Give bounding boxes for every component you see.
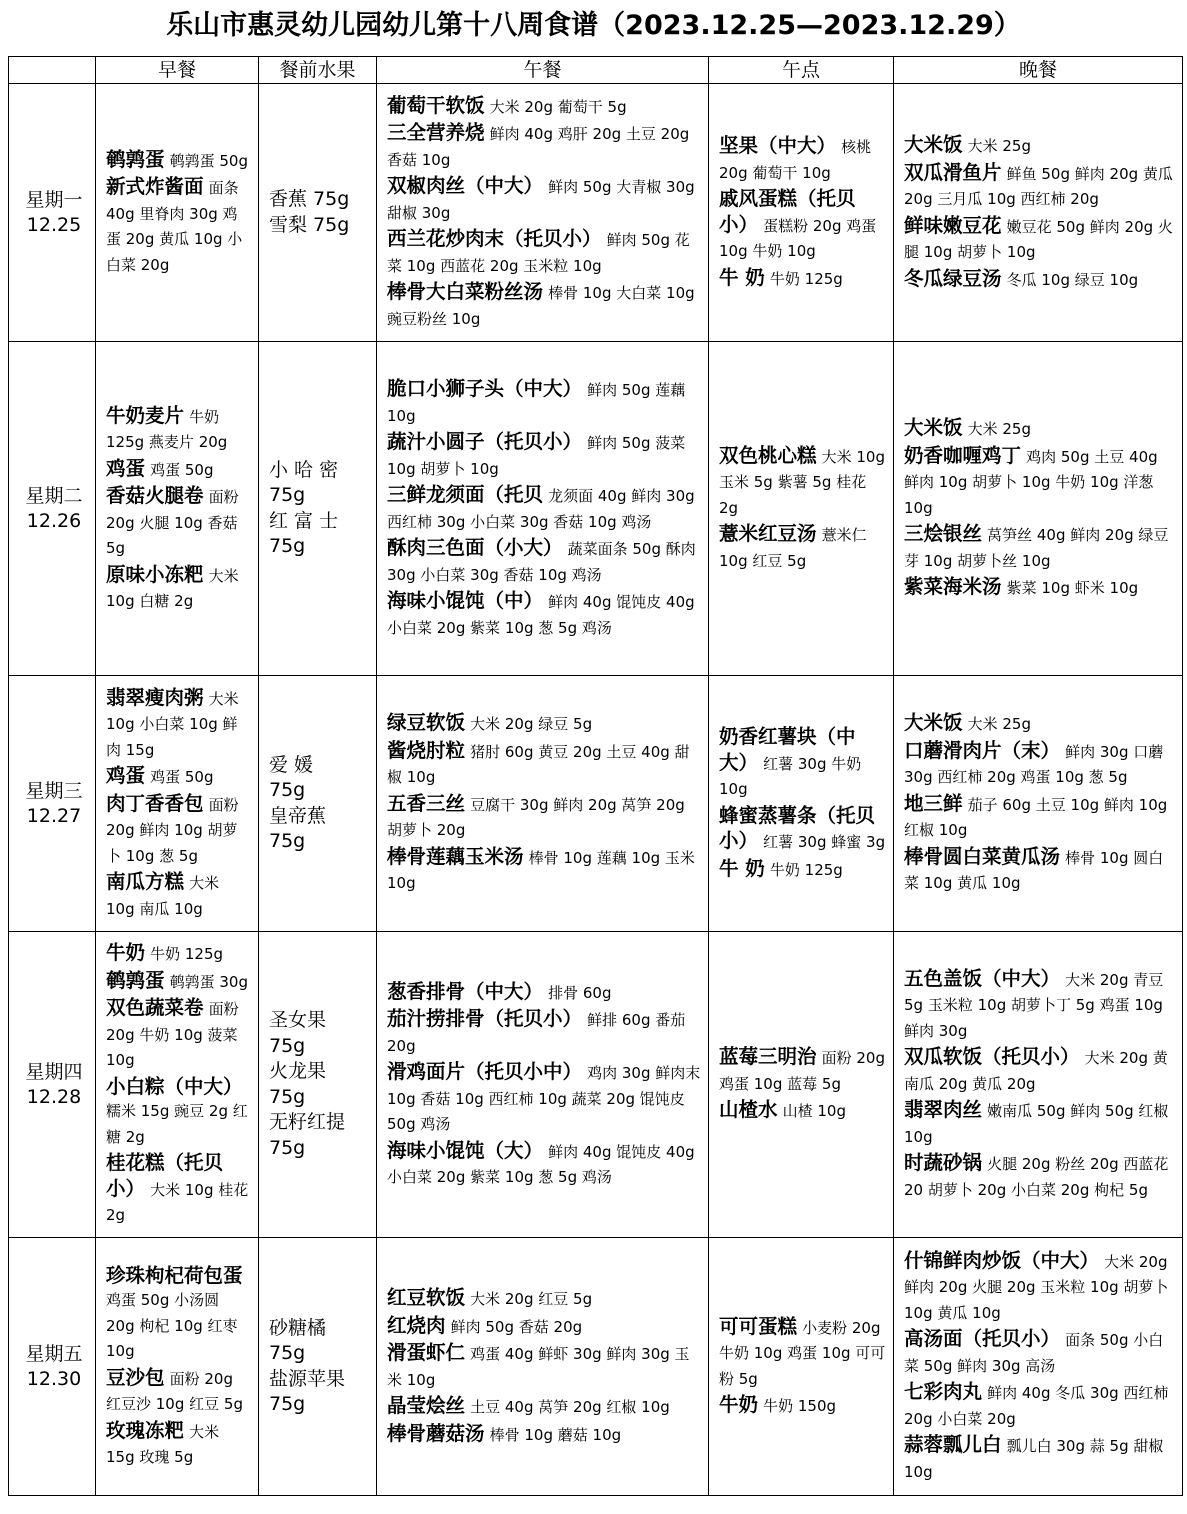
snack-dish: 蓝莓三明治 bbox=[719, 1045, 817, 1069]
breakfast-item bbox=[106, 763, 252, 791]
snack-item bbox=[719, 724, 887, 803]
weekly-menu-table bbox=[8, 56, 1183, 1496]
lunch-ingredients: 龙须面 40g 鲜肉 30g 西红柿 30g 小白菜 30g 香菇 10g 鸡汤 bbox=[387, 487, 695, 531]
lunch-dish: 酥肉三色面（小大） bbox=[387, 536, 563, 559]
lunch-dish: 酱烧肘粒 bbox=[387, 738, 466, 762]
dinner-ingredients: 鲜肉 30g 口蘑 30g 西红柿 20g 鸡蛋 10g 葱 5g bbox=[904, 742, 1164, 787]
lunch-cell bbox=[377, 932, 709, 1238]
snack-item bbox=[719, 1044, 887, 1097]
lunch-dish: 五香三丝 bbox=[387, 791, 466, 815]
header-dinner: 晚餐 bbox=[894, 57, 1183, 84]
dinner-ingredients: 鲜肉 40g 冬瓜 30g 西红柿 20g 小白菜 20g bbox=[904, 1384, 1169, 1428]
breakfast-ingredients: 面粉 20g 火腿 10g 香菇 5g bbox=[106, 488, 239, 557]
fruit-item: 圣女果 bbox=[269, 1009, 327, 1031]
day-row bbox=[9, 1238, 1183, 1496]
dinner-item bbox=[904, 1432, 1176, 1485]
snack-item bbox=[719, 133, 887, 186]
snack-ingredients: 牛奶 125g bbox=[769, 269, 843, 288]
breakfast-item bbox=[106, 1263, 252, 1365]
dinner-dish: 口蘑滑肉片（末） bbox=[904, 738, 1061, 762]
lunch-ingredients: 鲜排 60g 番茄 20g bbox=[387, 1011, 686, 1055]
dinner-ingredients: 面条 50g 小白菜 50g 鲜肉 30g 高汤 bbox=[904, 1331, 1164, 1375]
lunch-item bbox=[387, 535, 702, 588]
lunch-dish: 红烧肉 bbox=[387, 1313, 446, 1337]
snack-cell bbox=[709, 84, 894, 342]
dinner-dish: 棒骨圆白菜黄瓜汤 bbox=[904, 844, 1061, 868]
dinner-ingredients: 嫩豆花 50g 鲜肉 20g 火腿 10g 胡萝卜 10g bbox=[904, 217, 1173, 261]
breakfast-ingredients: 面粉 20g 牛奶 10g 菠菜 10g bbox=[106, 1000, 239, 1070]
fruit-cell bbox=[259, 1238, 377, 1496]
lunch-item bbox=[387, 738, 702, 791]
breakfast-cell bbox=[96, 676, 259, 932]
dinner-dish: 冬瓜绿豆汤 bbox=[904, 266, 1002, 290]
dinner-ingredients: 紫菜 10g 虾米 10g bbox=[1006, 579, 1139, 598]
snack-item bbox=[719, 521, 887, 574]
breakfast-dish: 鹌鹑蛋 bbox=[106, 147, 165, 171]
fruit-item: 75g bbox=[269, 535, 306, 557]
lunch-dish: 棒骨莲藕玉米汤 bbox=[387, 844, 524, 868]
breakfast-dish: 鸡蛋 bbox=[106, 456, 146, 480]
lunch-item bbox=[387, 376, 702, 429]
breakfast-dish: 新式炸酱面 bbox=[106, 175, 204, 199]
day-cell bbox=[9, 84, 96, 342]
dinner-item bbox=[904, 738, 1176, 791]
lunch-item bbox=[387, 226, 702, 279]
lunch-ingredients: 鲜肉 40g 馄饨皮 40g 小白菜 20g 紫菜 10g 葱 5g 鸡汤 bbox=[387, 593, 695, 637]
breakfast-ingredients: 鹌鹑蛋 30g bbox=[169, 972, 248, 991]
lunch-dish: 三全营养烧 bbox=[387, 121, 485, 145]
snack-dish: 双色桃心糕 bbox=[719, 443, 817, 467]
lunch-item bbox=[387, 710, 702, 738]
breakfast-ingredients: 大米 10g 白糖 2g bbox=[106, 566, 239, 610]
breakfast-item bbox=[106, 685, 252, 764]
fruit-item: 爱 媛 bbox=[269, 753, 314, 776]
dinner-item bbox=[904, 1044, 1176, 1097]
day-cell bbox=[9, 342, 96, 676]
lunch-ingredients: 鲜肉 50g 香菇 20g bbox=[450, 1317, 583, 1336]
breakfast-ingredients: 面粉 20g 鲜肉 10g 胡萝卜 10g 葱 5g bbox=[106, 795, 239, 865]
fruit-cell bbox=[259, 342, 377, 676]
dinner-ingredients: 瓢儿白 30g 蒜 5g 甜椒 10g bbox=[904, 1437, 1164, 1481]
fruit-item: 火龙果 bbox=[269, 1060, 327, 1082]
lunch-item bbox=[387, 482, 702, 535]
dinner-ingredients: 大米 20g 黄南瓜 20g 黄瓜 20g bbox=[904, 1049, 1168, 1093]
breakfast-ingredients: 大米 15g 玫瑰 5g bbox=[106, 1422, 220, 1466]
snack-dish: 牛 奶 bbox=[719, 856, 765, 880]
dinner-dish: 高汤面（托贝小） bbox=[904, 1327, 1061, 1351]
breakfast-item bbox=[106, 174, 252, 278]
lunch-ingredients: 棒骨 10g 大白菜 10g 豌豆粉丝 10g bbox=[387, 284, 695, 328]
fruit-item: 砂糖橘 bbox=[269, 1316, 327, 1339]
header-breakfast: 早餐 bbox=[96, 57, 259, 84]
breakfast-dish: 南瓜方糕 bbox=[106, 870, 185, 894]
snack-dish: 可可蛋糕 bbox=[719, 1314, 798, 1338]
dinner-dish: 大米饭 bbox=[904, 416, 963, 440]
snack-ingredients: 牛奶 150g bbox=[763, 1397, 837, 1415]
lunch-dish: 滑蛋虾仁 bbox=[387, 1341, 466, 1364]
dinner-cell bbox=[894, 932, 1183, 1238]
day-name: 星期五 bbox=[25, 1342, 83, 1365]
breakfast-dish: 珍珠枸杞荷包蛋 bbox=[106, 1263, 243, 1287]
breakfast-dish: 鸡蛋 bbox=[106, 764, 146, 788]
lunch-item bbox=[387, 844, 702, 897]
dinner-item bbox=[904, 160, 1176, 213]
fruit-cell bbox=[259, 932, 377, 1238]
fruit-item: 小 哈 密 bbox=[269, 458, 339, 481]
dinner-item bbox=[904, 443, 1176, 522]
breakfast-ingredients: 牛奶 125g bbox=[150, 945, 224, 964]
day-date: 12.30 bbox=[26, 1367, 82, 1390]
dinner-dish: 什锦鲜肉炒饭（中大） bbox=[904, 1248, 1100, 1272]
breakfast-dish: 原味小冻粑 bbox=[106, 562, 204, 586]
lunch-item bbox=[387, 1313, 702, 1341]
dinner-ingredients: 茄子 60g 土豆 10g 鲜肉 10g 红椒 10g bbox=[904, 795, 1168, 840]
lunch-ingredients: 鲜肉 50g 大青椒 30g 甜椒 30g bbox=[387, 178, 695, 222]
breakfast-dish: 鹌鹑蛋 bbox=[106, 968, 165, 992]
breakfast-dish: 桂花糕（托贝小） bbox=[106, 1151, 224, 1200]
snack-ingredients: 小麦粉 20g 牛奶 10g 鸡蛋 10g 可可粉 5g bbox=[719, 1318, 886, 1388]
breakfast-dish: 小白粽（中大） bbox=[106, 1074, 243, 1098]
breakfast-ingredients: 鹌鹑蛋 50g bbox=[169, 151, 248, 170]
dinner-ingredients: 棒骨 10g 圆白菜 10g 黄瓜 10g bbox=[904, 848, 1164, 893]
lunch-ingredients: 棒骨 10g 蘑菇 10g bbox=[489, 1425, 622, 1444]
fruit-item: 盐源苹果 bbox=[269, 1367, 346, 1390]
snack-dish: 蜂蜜蒸薯条（托贝小） bbox=[719, 803, 876, 852]
lunch-dish: 双椒肉丝（中大） bbox=[387, 174, 544, 198]
lunch-dish: 滑鸡面片（托贝小中） bbox=[387, 1060, 583, 1083]
header-row bbox=[9, 57, 1183, 84]
day-cell bbox=[9, 932, 96, 1238]
breakfast-cell bbox=[96, 342, 259, 676]
dinner-ingredients: 鸡肉 50g 土豆 40g 鲜肉 10g 胡萝卜 10g 牛奶 10g 洋葱 10g bbox=[904, 447, 1158, 517]
snack-item bbox=[719, 1314, 887, 1393]
lunch-ingredients: 鲜肉 50g 花菜 10g 西蓝花 20g 玉米粒 10g bbox=[387, 231, 690, 275]
lunch-dish: 茄汁捞排骨（托贝小） bbox=[387, 1007, 583, 1030]
breakfast-item bbox=[106, 403, 252, 456]
lunch-dish: 晶莹烩丝 bbox=[387, 1394, 466, 1417]
lunch-item bbox=[387, 1138, 702, 1191]
day-row bbox=[9, 676, 1183, 932]
snack-dish: 薏米红豆汤 bbox=[719, 522, 817, 546]
lunch-ingredients: 大米 20g 绿豆 5g bbox=[470, 715, 593, 734]
snack-ingredients: 牛奶 125g bbox=[769, 860, 843, 879]
breakfast-dish: 香菇火腿卷 bbox=[106, 484, 204, 507]
breakfast-ingredients: 糯米 15g 豌豆 2g 红糖 2g bbox=[106, 1102, 248, 1146]
breakfast-item bbox=[106, 1365, 252, 1418]
snack-ingredients: 面粉 20g 鸡蛋 10g 蓝莓 5g bbox=[719, 1049, 885, 1093]
lunch-dish: 西兰花炒肉末（托贝小） bbox=[387, 227, 602, 251]
breakfast-cell bbox=[96, 1238, 259, 1496]
snack-cell bbox=[709, 1238, 894, 1496]
day-row bbox=[9, 84, 1183, 342]
lunch-ingredients: 豆腐干 30g 鲜肉 20g 莴笋 20g 胡萝卜 20g bbox=[387, 795, 685, 840]
dinner-dish: 大米饭 bbox=[904, 711, 963, 735]
dinner-item bbox=[904, 1097, 1176, 1150]
fruit-item: 红 富 士 bbox=[269, 509, 339, 532]
snack-dish: 牛 奶 bbox=[719, 265, 765, 289]
lunch-dish: 脆口小狮子头（中大） bbox=[387, 377, 583, 400]
snack-item bbox=[719, 803, 887, 856]
header-snack: 午点 bbox=[709, 57, 894, 84]
lunch-ingredients: 棒骨 10g 莲藕 10g 玉米 10g bbox=[387, 848, 695, 893]
fruit-cell bbox=[259, 676, 377, 932]
snack-item bbox=[719, 186, 887, 265]
day-date: 12.26 bbox=[26, 509, 82, 532]
breakfast-dish: 牛奶 bbox=[106, 941, 146, 965]
lunch-item bbox=[387, 1393, 702, 1421]
dinner-ingredients: 鲜鱼 50g 鲜肉 20g 黄瓜 20g 三月瓜 10g 西红柿 20g bbox=[904, 164, 1173, 208]
breakfast-item bbox=[106, 869, 252, 922]
lunch-item bbox=[387, 93, 702, 121]
snack-ingredients: 红薯 30g 牛奶 10g bbox=[719, 754, 862, 798]
dinner-item bbox=[904, 710, 1176, 738]
snack-ingredients: 蛋糕粉 20g 鸡蛋 10g 牛奶 10g bbox=[719, 216, 877, 260]
fruit-item: 75g bbox=[269, 830, 306, 852]
lunch-ingredients: 鲜肉 40g 馄饨皮 40g 小白菜 20g 紫菜 10g 葱 5g 鸡汤 bbox=[387, 1142, 695, 1186]
lunch-item bbox=[387, 791, 702, 844]
dinner-ingredients: 大米 25g bbox=[967, 137, 1031, 155]
lunch-dish: 红豆软饭 bbox=[387, 1286, 466, 1309]
lunch-dish: 葱香排骨（中大） bbox=[387, 979, 544, 1003]
lunch-cell bbox=[377, 1238, 709, 1496]
fruit-cell bbox=[259, 84, 377, 342]
lunch-ingredients: 鸡肉 30g 鲜肉末 10g 香菇 10g 西红柿 10g 蔬菜 20g 馄饨皮 50g 鸡汤 bbox=[387, 1064, 701, 1133]
lunch-dish: 绿豆软饭 bbox=[387, 711, 466, 735]
header-lunch: 午餐 bbox=[377, 57, 709, 84]
lunch-item bbox=[387, 120, 702, 173]
dinner-dish: 三烩银丝 bbox=[904, 522, 983, 546]
lunch-ingredients: 鲜肉 50g 莲藕 10g bbox=[387, 381, 686, 425]
snack-item bbox=[719, 1097, 887, 1125]
snack-cell bbox=[709, 676, 894, 932]
snack-dish: 戚风蛋糕（托贝小） bbox=[719, 187, 856, 236]
snack-item bbox=[719, 443, 887, 522]
lunch-item bbox=[387, 1285, 702, 1313]
lunch-ingredients: 鲜肉 50g 菠菜 10g 胡萝卜 10g bbox=[387, 434, 686, 478]
breakfast-dish: 牛奶麦片 bbox=[106, 403, 185, 427]
lunch-ingredients: 土豆 40g 莴笋 20g 红椒 10g bbox=[470, 1398, 670, 1416]
dinner-item bbox=[904, 1326, 1176, 1379]
fruit-item: 皇帝蕉 bbox=[269, 804, 327, 827]
lunch-cell bbox=[377, 342, 709, 676]
dinner-item bbox=[904, 574, 1176, 602]
day-name: 星期三 bbox=[25, 779, 83, 802]
dinner-dish: 蒜蓉瓢儿白 bbox=[904, 1433, 1002, 1457]
day-date: 12.28 bbox=[26, 1085, 82, 1108]
lunch-cell bbox=[377, 676, 709, 932]
breakfast-ingredients: 大米 10g 南瓜 10g bbox=[106, 874, 220, 918]
breakfast-item bbox=[106, 456, 252, 484]
dinner-cell bbox=[894, 342, 1183, 676]
breakfast-item bbox=[106, 562, 252, 615]
breakfast-cell bbox=[96, 932, 259, 1238]
breakfast-item bbox=[106, 1418, 252, 1471]
breakfast-item bbox=[106, 1074, 252, 1151]
fruit-item: 75g bbox=[269, 1034, 306, 1057]
lunch-dish: 棒骨蘑菇汤 bbox=[387, 1421, 485, 1445]
breakfast-item bbox=[106, 968, 252, 996]
breakfast-ingredients: 面粉 20g 红豆沙 10g 红豆 5g bbox=[106, 1369, 243, 1413]
day-date: 12.27 bbox=[26, 804, 82, 827]
lunch-item bbox=[387, 279, 702, 332]
lunch-item bbox=[387, 429, 702, 482]
lunch-item bbox=[387, 1006, 702, 1059]
lunch-ingredients: 鲜肉 40g 鸡肝 20g 土豆 20g 香菇 10g bbox=[387, 125, 690, 169]
lunch-item bbox=[387, 979, 702, 1007]
dinner-dish: 五色盖饭（中大） bbox=[904, 966, 1061, 990]
day-cell bbox=[9, 1238, 96, 1496]
lunch-dish: 蔬汁小圆子（托贝小） bbox=[387, 430, 583, 453]
snack-ingredients: 山楂 10g bbox=[782, 1102, 846, 1121]
dinner-ingredients: 大米 20g 青豆 5g 玉米粒 10g 胡萝卜丁 5g 鸡蛋 10g 鲜肉 30g bbox=[904, 970, 1164, 1040]
dinner-item bbox=[904, 966, 1176, 1045]
day-row bbox=[9, 932, 1183, 1238]
dinner-item bbox=[904, 521, 1176, 574]
fruit-item: 无籽红提 bbox=[269, 1111, 346, 1133]
dinner-item bbox=[904, 1248, 1176, 1327]
breakfast-cell bbox=[96, 84, 259, 342]
lunch-dish: 海味小馄饨（大） bbox=[387, 1138, 544, 1162]
snack-ingredients: 薏米仁 10g 红豆 5g bbox=[719, 526, 867, 570]
dinner-dish: 双瓜滑鱼片 bbox=[904, 160, 1002, 184]
header-fruit: 餐前水果 bbox=[259, 57, 377, 84]
breakfast-ingredients: 面条 40g 里脊肉 30g 鸡蛋 20g 黄瓜 10g 小白菜 20g bbox=[106, 179, 243, 274]
dinner-ingredients: 火腿 20g 粉丝 20g 西蓝花 20 胡萝卜 20g 小白菜 20g 枸杞 5g bbox=[904, 1155, 1169, 1199]
breakfast-dish: 翡翠瘦肉粥 bbox=[106, 685, 204, 709]
lunch-cell bbox=[377, 84, 709, 342]
day-name: 星期四 bbox=[25, 1060, 83, 1083]
dinner-dish: 鲜味嫩豆花 bbox=[904, 213, 1002, 237]
day-name: 星期一 bbox=[25, 188, 83, 211]
breakfast-item bbox=[106, 791, 252, 870]
breakfast-dish: 肉丁香香包 bbox=[106, 791, 204, 815]
lunch-item bbox=[387, 173, 702, 226]
lunch-item bbox=[387, 1340, 702, 1393]
breakfast-item bbox=[106, 483, 252, 562]
fruit-item: 75g bbox=[269, 1136, 306, 1159]
dinner-item bbox=[904, 213, 1176, 266]
fruit-item: 雪梨 75g bbox=[269, 213, 350, 236]
breakfast-item bbox=[106, 1150, 252, 1229]
breakfast-item bbox=[106, 147, 252, 175]
lunch-ingredients: 鸡蛋 40g 鲜虾 30g 鲜肉 30g 玉米 10g bbox=[387, 1345, 690, 1389]
dinner-cell bbox=[894, 84, 1183, 342]
dinner-dish: 双瓜软饭（托贝小） bbox=[904, 1045, 1080, 1069]
breakfast-item bbox=[106, 995, 252, 1074]
snack-ingredients: 核桃 20g 葡萄干 10g bbox=[719, 138, 872, 182]
day-row bbox=[9, 342, 1183, 676]
menu-body bbox=[9, 84, 1183, 1496]
dinner-item bbox=[904, 415, 1176, 443]
breakfast-dish: 双色蔬菜卷 bbox=[106, 996, 204, 1020]
lunch-ingredients: 蔬菜面条 50g 酥肉 30g 小白菜 30g 香菇 10g 鸡汤 bbox=[387, 540, 696, 584]
snack-ingredients: 大米 10g 玉米 5g 紫薯 5g 桂花 2g bbox=[719, 447, 885, 517]
snack-item bbox=[719, 265, 887, 293]
dinner-ingredients: 嫩南瓜 50g 鲜肉 50g 红椒 10g bbox=[904, 1102, 1169, 1146]
lunch-ingredients: 大米 20g 葡萄干 5g bbox=[489, 97, 627, 116]
dinner-ingredients: 莴笋丝 40g 鲜肉 20g 绿豆芽 10g 胡萝卜丝 10g bbox=[904, 526, 1169, 570]
dinner-cell bbox=[894, 1238, 1183, 1496]
dinner-ingredients: 大米 25g bbox=[967, 715, 1031, 734]
lunch-ingredients: 排骨 60g bbox=[548, 983, 612, 1002]
dinner-ingredients: 大米 25g bbox=[967, 420, 1031, 439]
dinner-item bbox=[904, 132, 1176, 160]
breakfast-item bbox=[106, 940, 252, 968]
dinner-item bbox=[904, 844, 1176, 897]
dinner-dish: 紫菜海米汤 bbox=[904, 575, 1002, 599]
fruit-item: 75g bbox=[269, 484, 306, 506]
breakfast-ingredients: 鸡蛋 50g bbox=[150, 460, 214, 479]
snack-dish: 奶香红薯块（中大） bbox=[719, 725, 856, 774]
dinner-dish: 时蔬砂锅 bbox=[904, 1151, 983, 1175]
snack-item bbox=[719, 1392, 887, 1420]
dinner-item bbox=[904, 1379, 1176, 1432]
lunch-item bbox=[387, 588, 702, 641]
lunch-ingredients: 猪肘 60g 黄豆 20g 土豆 40g 甜椒 10g bbox=[387, 742, 690, 787]
dinner-dish: 七彩肉丸 bbox=[904, 1380, 983, 1404]
snack-cell bbox=[709, 342, 894, 676]
day-cell bbox=[9, 676, 96, 932]
lunch-dish: 棒骨大白菜粉丝汤 bbox=[387, 280, 544, 304]
snack-dish: 山楂水 bbox=[719, 1098, 778, 1122]
dinner-dish: 奶香咖喱鸡丁 bbox=[904, 443, 1022, 467]
breakfast-dish: 豆沙包 bbox=[106, 1365, 165, 1389]
snack-ingredients: 红薯 30g 蜂蜜 3g bbox=[763, 833, 886, 851]
fruit-item: 香蕉 75g bbox=[269, 188, 350, 210]
dinner-item bbox=[904, 791, 1176, 844]
dinner-item bbox=[904, 266, 1176, 294]
lunch-dish: 三鲜龙须面（托贝 bbox=[387, 483, 544, 506]
breakfast-ingredients: 鸡蛋 50g 小汤圆 20g 枸杞 10g 红枣 10g bbox=[106, 1291, 238, 1360]
dinner-item bbox=[904, 1150, 1176, 1203]
dinner-dish: 翡翠肉丝 bbox=[904, 1098, 983, 1122]
lunch-item bbox=[387, 1059, 702, 1138]
breakfast-ingredients: 鸡蛋 50g bbox=[150, 768, 214, 787]
breakfast-dish: 玫瑰冻粑 bbox=[106, 1418, 185, 1442]
fruit-item: 75g bbox=[269, 1085, 306, 1108]
snack-dish: 坚果（中大） bbox=[719, 134, 837, 157]
lunch-item bbox=[387, 1421, 702, 1449]
fruit-item: 75g bbox=[269, 779, 306, 801]
breakfast-ingredients: 牛奶 125g 燕麦片 20g bbox=[106, 407, 228, 451]
day-name: 星期二 bbox=[25, 484, 83, 507]
day-date: 12.25 bbox=[26, 213, 82, 236]
dinner-cell bbox=[894, 676, 1183, 932]
breakfast-ingredients: 大米 10g 桂花 2g bbox=[106, 1180, 249, 1225]
snack-cell bbox=[709, 932, 894, 1238]
lunch-ingredients: 大米 20g 红豆 5g bbox=[470, 1290, 593, 1308]
dinner-ingredients: 大米 20g 鲜肉 20g 火腿 20g 玉米粒 10g 胡萝卜 10g 黄瓜 10g bbox=[904, 1252, 1169, 1322]
lunch-dish: 葡萄干软饭 bbox=[387, 93, 485, 117]
page-title: 乐山市惠灵幼儿园幼儿第十八周食谱（2023.12.25—2023.12.29） bbox=[166, 10, 1021, 41]
header-day bbox=[9, 57, 96, 84]
snack-item bbox=[719, 856, 887, 884]
dinner-ingredients: 冬瓜 10g 绿豆 10g bbox=[1006, 270, 1139, 289]
breakfast-ingredients: 大米 10g 小白菜 10g 鲜肉 15g bbox=[106, 689, 239, 759]
fruit-item: 75g bbox=[269, 1393, 306, 1415]
snack-dish: 牛奶 bbox=[719, 1393, 759, 1416]
dinner-dish: 大米饭 bbox=[904, 133, 963, 156]
fruit-item: 75g bbox=[269, 1342, 306, 1364]
dinner-dish: 地三鲜 bbox=[904, 791, 963, 815]
lunch-dish: 海味小馄饨（中） bbox=[387, 589, 544, 612]
